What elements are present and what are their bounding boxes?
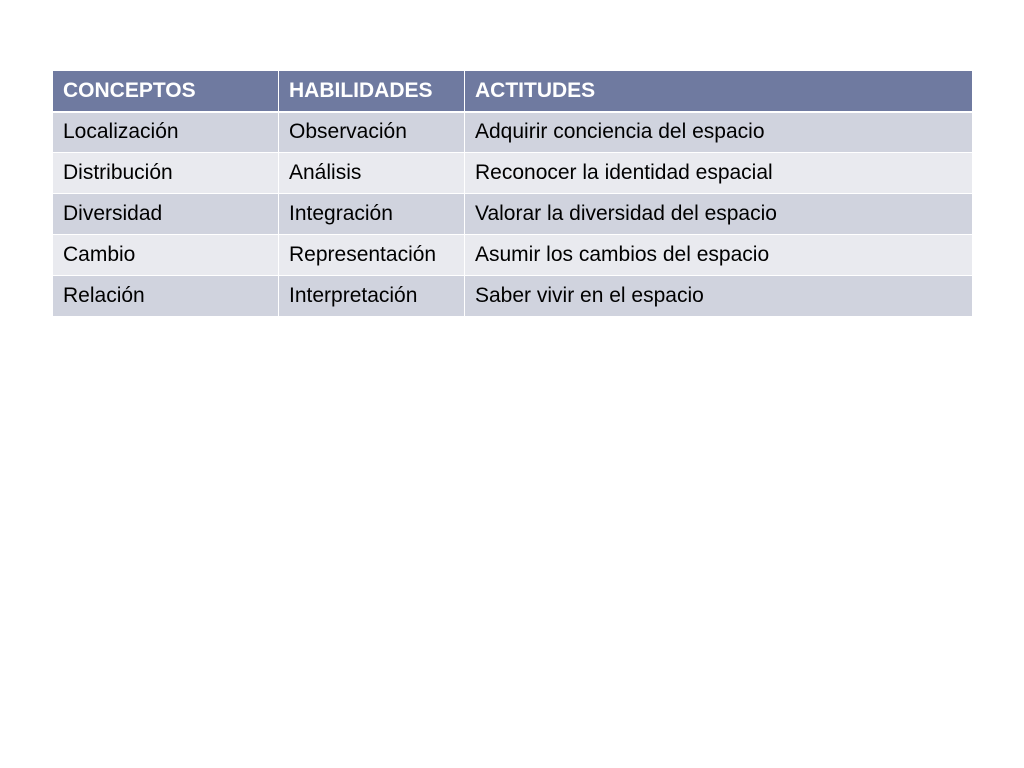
table-row — [53, 194, 973, 235]
cell-concepto: Localización — [53, 112, 279, 153]
header-habilidades: HABILIDADES — [279, 71, 465, 112]
cell-actitud: Asumir los cambios del espacio — [465, 235, 973, 276]
cell-habilidad: Observación — [279, 112, 465, 153]
table-header — [53, 71, 973, 112]
cell-concepto: Relación — [53, 276, 279, 317]
table-row — [53, 112, 973, 153]
cell-habilidad: Integración — [279, 194, 465, 235]
cell-concepto: Diversidad — [53, 194, 279, 235]
table-row — [53, 153, 973, 194]
cell-actitud: Valorar la diversidad del espacio — [465, 194, 973, 235]
cell-habilidad: Interpretación — [279, 276, 465, 317]
header-row — [53, 71, 973, 112]
cell-actitud: Reconocer la identidad espacial — [465, 153, 973, 194]
cell-habilidad: Representación — [279, 235, 465, 276]
cell-actitud: Adquirir conciencia del espacio — [465, 112, 973, 153]
cell-habilidad: Análisis — [279, 153, 465, 194]
cell-concepto: Cambio — [53, 235, 279, 276]
cell-actitud: Saber vivir en el espacio — [465, 276, 973, 317]
table-row — [53, 276, 973, 317]
table-row — [53, 235, 973, 276]
header-conceptos: CONCEPTOS — [53, 71, 279, 112]
concepts-table — [52, 70, 973, 317]
cell-concepto: Distribución — [53, 153, 279, 194]
header-actitudes: ACTITUDES — [465, 71, 973, 112]
table-body — [53, 112, 973, 317]
